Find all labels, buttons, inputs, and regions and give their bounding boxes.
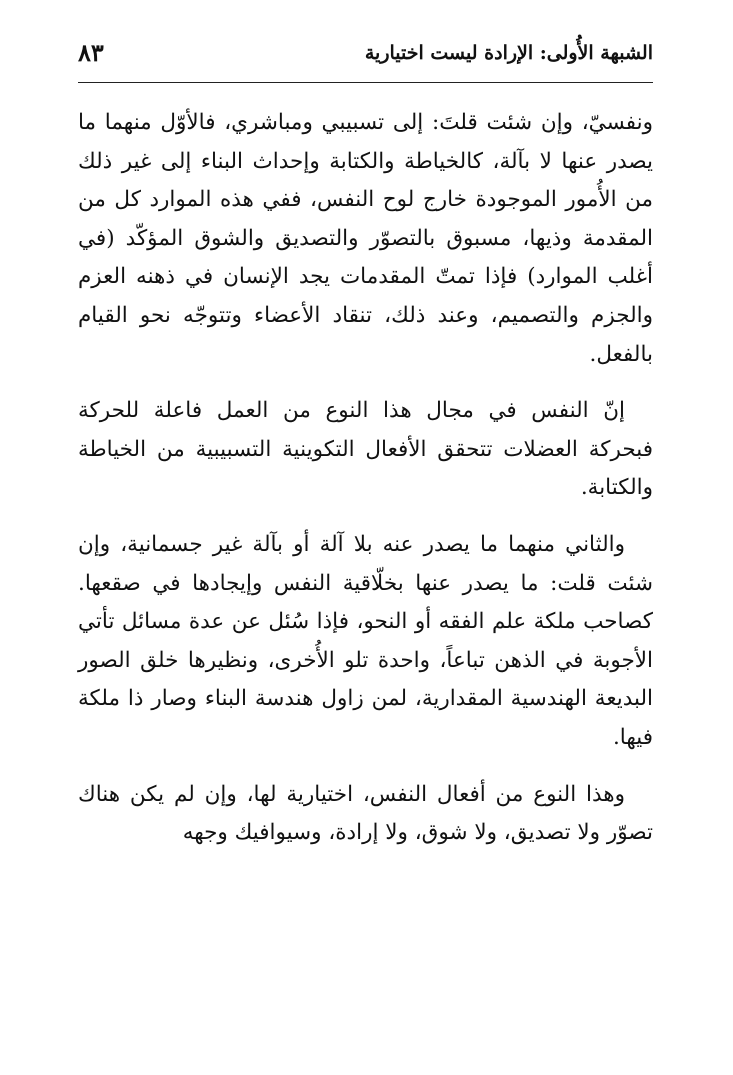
paragraph-3: والثاني منهما ما يصدر عنه بلا آلة أو بآلة غير جسمانية، وإن شئت قلت: ما يصدر عنها بخلّاقية النفس وإيجادها في صقعها. كصاحب ملكة علم الفقه أو النحو، فإذا سُئل عن عدة مسائل تأتي الأجوبة في الذهن تباعاً، واحدة تلو الأُخرى، ونظيرها خلق الصور البديعة الهندسية المقدارية، لمن زاول هندسة البناء وصار ذا ملكة فيها. bbox=[78, 531, 653, 750]
page-header bbox=[78, 38, 653, 78]
header-rule bbox=[78, 82, 653, 83]
paragraph-4: وهذا النوع من أفعال النفس، اختيارية لها، وإن لم يكن هناك تصوّر ولا تصديق، ولا شوق، ولا إرادة، وسيوافيك وجهه bbox=[78, 781, 653, 846]
running-title: الشبهة الأُولى: الإرادة ليست اختيارية bbox=[364, 42, 653, 64]
paragraph-2: إنّ النفس في مجال هذا النوع من العمل فاعلة للحركة فبحركة العضلات تتحقق الأفعال التكوينية التسبيبية من الخياطة والكتابة. bbox=[78, 398, 653, 501]
page-number: ٨٣ bbox=[78, 38, 104, 67]
paragraph-1: ونفسيّ، وإن شئت قلتَ: إلى تسبيبي ومباشري، فالأوّل منهما ما يصدر عنها لا بآلة، كالخياطة والكتابة وإحداث البناء إلى غير ذلك من الأُمور الموجودة خارج لوح النفس، ففي هذه الموارد كل من المقدمة وذيها، مسبوق بالتصوّر والتصديق والشوق المؤكّد (في أغلب الموارد) فإذا تمتّ المقدمات يجد الإنسان في ذهنه العزم والجزم والتصميم، وعند ذلك، تنقاد الأعضاء وتتوجّه نحو القيام بالفعل. bbox=[78, 110, 653, 367]
body-text bbox=[78, 104, 653, 853]
